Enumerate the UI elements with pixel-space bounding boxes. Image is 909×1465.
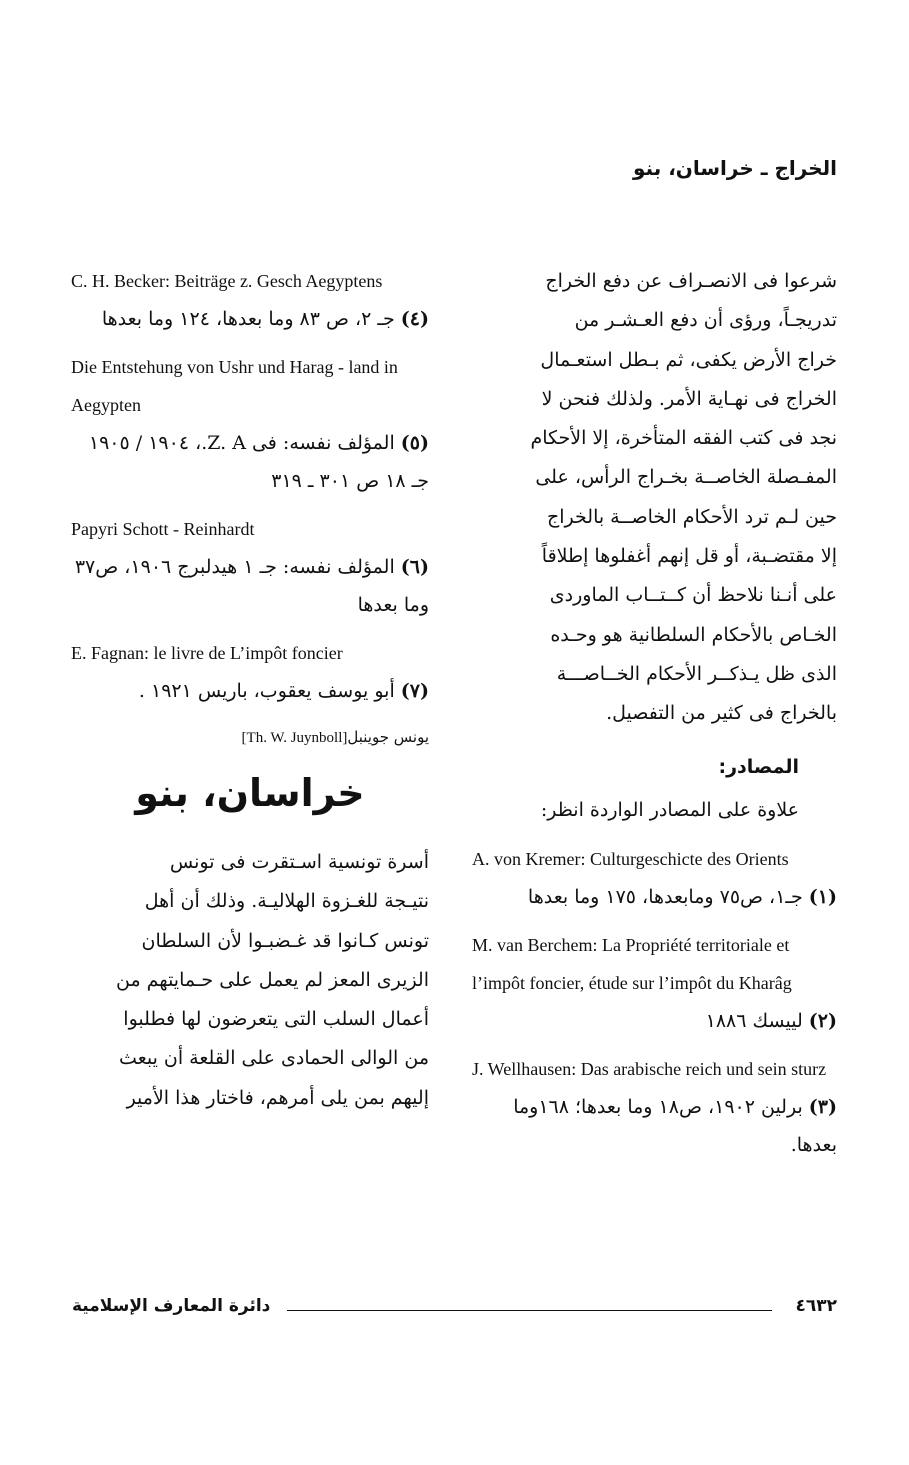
reference-latin: [71, 634, 429, 672]
reference-item: [472, 926, 837, 1040]
reference-item: [71, 348, 429, 500]
signature-arabic: يونس جوينبل: [347, 728, 429, 746]
reference-latin-text: Papyri Schott - Reinhardt: [71, 519, 255, 539]
reference-number: (٧): [400, 680, 429, 702]
reference-arabic: [71, 548, 429, 624]
reference-latin-text: M. van Berchem: La Propriété territoriale et l’impôt foncier, étude sur l’impôt du Kharâg: [472, 934, 792, 993]
reference-arabic: [71, 424, 429, 500]
page-number: ٤٦٣٢: [795, 1296, 837, 1316]
reference-item: [71, 634, 429, 710]
reference-latin: [71, 262, 429, 300]
reference-number: (٦): [400, 556, 429, 578]
right-column: [472, 262, 837, 1174]
reference-arabic-text: ومابعدها، ١٧٥ وما بعدها: [527, 885, 714, 908]
reference-tail: برلين ١٩٠٢،: [707, 1095, 803, 1118]
reference-latin-text: J. Wellhausen: Das arabische reich und sein sturz: [472, 1058, 827, 1079]
text-line: الخـاص بالأحكام السلطانية هو وحـده: [550, 623, 837, 646]
text-line: نجد فى كتب الفقه المتأخرة، إلا الأحكام: [530, 427, 837, 450]
reference-arabic-text: لييسك ١٨٨٦: [705, 1009, 803, 1032]
reference-item: [472, 840, 837, 916]
footer-rule: [287, 1310, 772, 1311]
reference-arabic: [472, 1088, 837, 1164]
reference-latin: [472, 926, 837, 1002]
reference-item: [71, 262, 429, 338]
reference-number: (١): [808, 885, 837, 908]
reference-latin: [472, 840, 837, 878]
text-line: إلا مقتضـبة، أو قل إنهم أغفلوها إطلاقاً: [541, 545, 837, 568]
reference-number: (٥): [400, 432, 429, 454]
reference-number: (٢): [808, 1009, 837, 1032]
text-line: إليهم بمن يلى أمرهم، فاختار هذا الأمير: [126, 1086, 429, 1109]
reference-arabic-text: ص١٨ وما بعدها؛ ١٦٨وما بعدها.: [513, 1095, 837, 1156]
reference-item: [472, 1050, 837, 1164]
reference-arabic-text: المؤلف نفسه: فى Z. A.، ١٩٠٤ / ١٩٠٥ جـ ١٨ ص ٣٠١ ـ ٣١٩: [88, 432, 429, 492]
reference-latin: [472, 1050, 837, 1088]
text-line: شرعوا فى الانصـراف عن دفع الخراج: [545, 270, 837, 292]
sources-heading: المصادر:: [718, 755, 799, 778]
text-line: أسرة تونسية اسـتقرت فى تونس: [169, 851, 429, 873]
author-signature: [71, 728, 429, 747]
reference-arabic: [472, 878, 837, 916]
text-line: على أنـنا نلاحظ أن كــتــاب الماوردى: [549, 584, 837, 607]
text-line: الخراج فى نهـاية الأمر. ولذلك فنحن لا: [541, 387, 837, 410]
text-line: تونس كـانوا قد غـضبـوا لأن السلطان: [141, 929, 429, 952]
text-line: نتيـجة للغـزوة الهلاليـة. وذلك أن أهل: [144, 890, 429, 913]
reference-item: [71, 510, 429, 624]
text-line: المفـصلة الخاصــة بخـراج الرأس، على: [535, 466, 837, 489]
text-line: الزيرى المعز لم يعمل على حـمايتهم من: [115, 968, 429, 991]
reference-number: (٣): [808, 1095, 837, 1118]
article-body: [71, 843, 429, 1118]
sources-intro: علاوة على المصادر الواردة انظر:: [540, 798, 799, 821]
reference-latin-text: E. Fagnan: le livre de L’impôt foncier: [71, 643, 343, 663]
reference-latin-text: C. H. Becker: Beiträge z. Gesch Aegyptens: [71, 271, 383, 291]
article-continuation: [472, 262, 837, 734]
reference-arabic: [472, 1002, 837, 1040]
running-header: الخراج ـ خراسان، بنو: [633, 156, 837, 180]
text-line: الذى ظل يـذكــر الأحكام الخــاصـــة: [556, 662, 837, 685]
page-footer: [72, 1296, 837, 1324]
signature-latin: [Th. W. Juynboll]: [241, 730, 348, 746]
reference-arabic-text: جـ ٢، ص ٨٣ وما بعدها، ١٢٤ وما بعدها: [101, 308, 395, 330]
reference-arabic: [71, 300, 429, 338]
text-line: بالخراج فى كثير من التفصيل.: [606, 702, 837, 725]
reference-latin-text: Die Entstehung von Ushr und Harag - land in Aegypten: [71, 357, 398, 415]
reference-latin-text: A. von Kremer: Culturgeschicte des Orients: [472, 848, 789, 869]
text-line: أعمال السلب التى يتعرضون لها فطلبوا: [123, 1008, 429, 1031]
reference-arabic: [71, 672, 429, 710]
text-line: من الوالى الحمادى على القلعة أن يبعث: [119, 1047, 429, 1070]
reference-number: (٤): [400, 308, 429, 330]
text-line: خراج الأرض يكفى، ثم بـطل استعـمال: [540, 348, 837, 371]
reference-latin: [71, 348, 429, 424]
text-line: تدريجـاً، ورؤى أن دفع العـشـر من: [574, 309, 837, 332]
reference-latin: [71, 510, 429, 548]
left-column: [71, 262, 429, 1118]
reference-arabic-text: أبو يوسف يعقوب، باريس ١٩٢١ .: [138, 680, 395, 702]
reference-arabic-text: المؤلف نفسه: جـ ١ هيدلبرج ١٩٠٦، ص٣٧ وما بعدها: [74, 556, 429, 616]
reference-tail: جـ١، ص٧٥: [719, 885, 803, 908]
text-line: حين لـم ترد الأحكام الخاصــة بالخراج: [546, 505, 837, 528]
article-title: خراسان، بنو: [135, 771, 365, 815]
publication-name: دائرة المعارف الإسلامية: [72, 1296, 271, 1316]
